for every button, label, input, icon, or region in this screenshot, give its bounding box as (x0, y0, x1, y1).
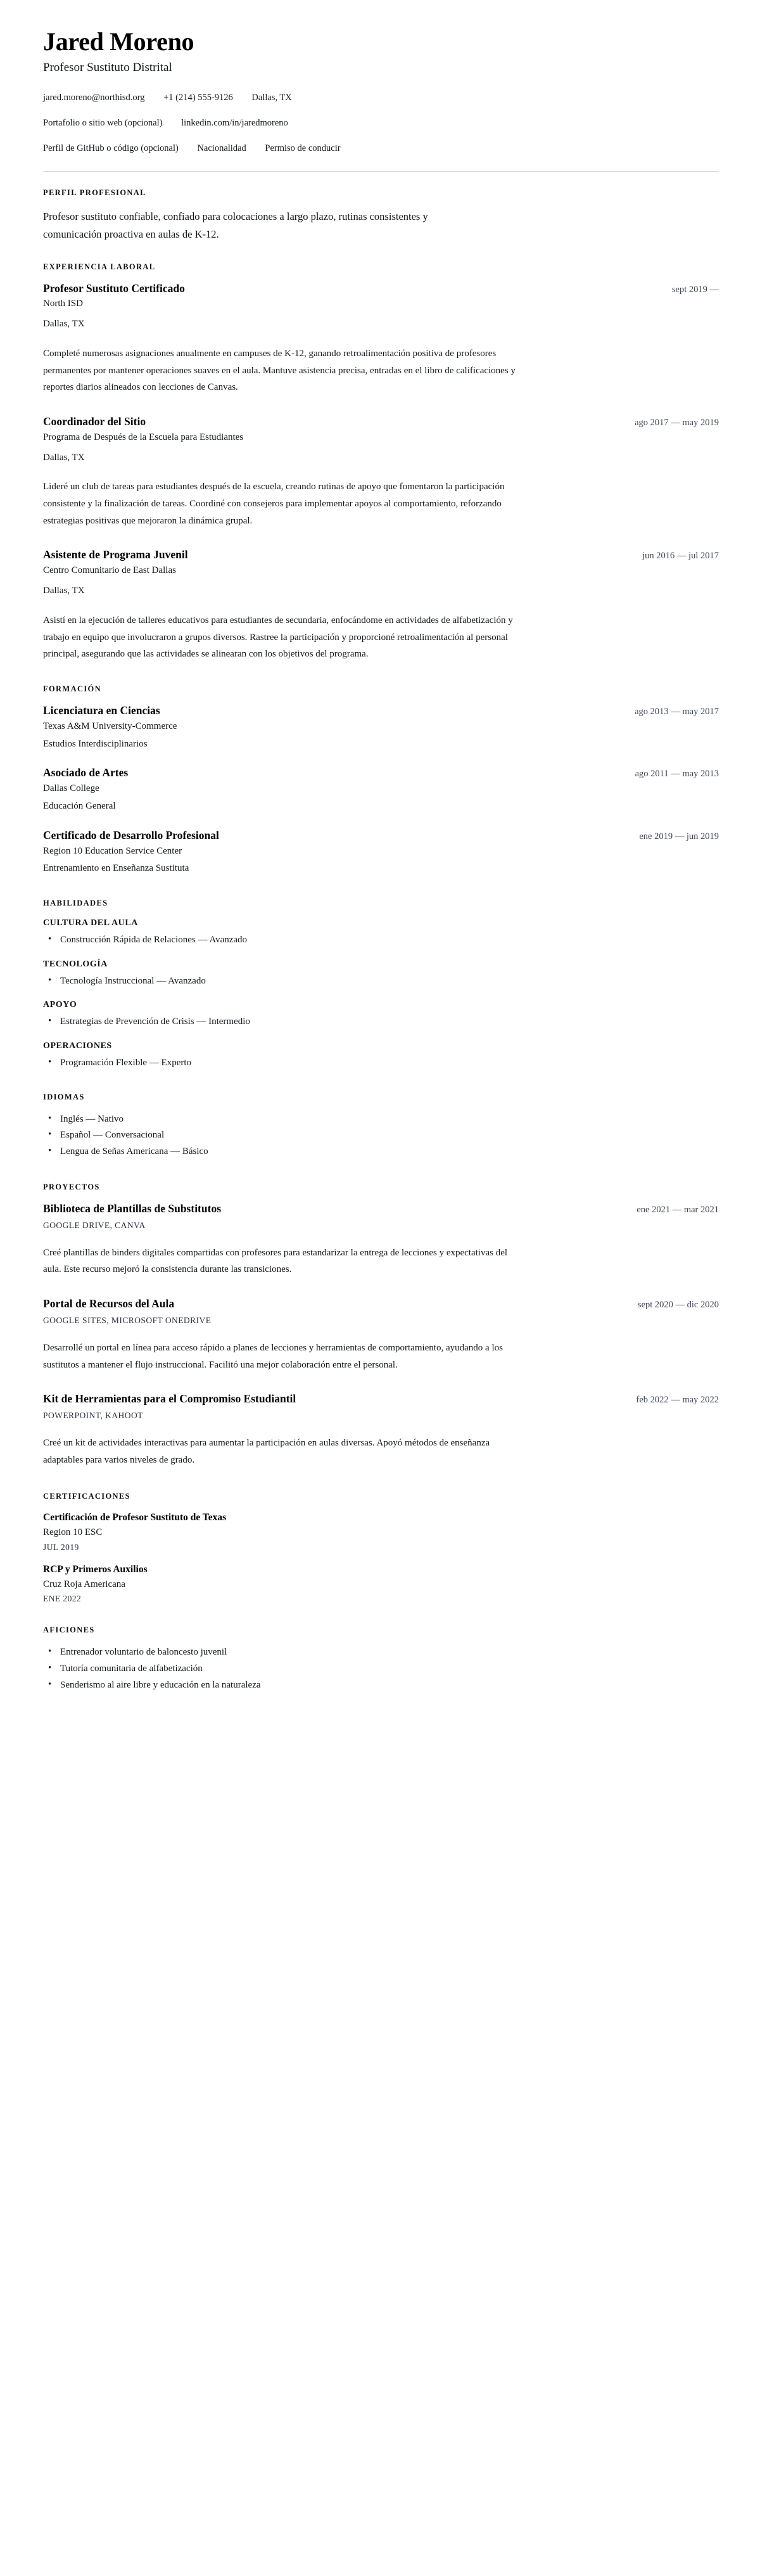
skill-item: • Tecnología Instruccional — Avanzado (43, 974, 719, 989)
section-education (43, 684, 719, 876)
project-entry-head (43, 1202, 719, 1216)
section-skills (43, 899, 719, 1071)
section-hobbies (43, 1625, 719, 1693)
certification-date: JUL 2019 (43, 1542, 79, 1552)
experience-job-title: Coordinador del Sitio (43, 415, 146, 428)
skill-item: • Estrategias de Prevención de Crisis — Intermedio (43, 1015, 719, 1030)
profile-summary-text: Profesor sustituto confiable, confiado para colocaciones a largo plazo, rutinas consistentes y comunicación proactiva en aulas de K-12. (43, 210, 428, 240)
experience-employer: Centro Comunitario de East Dallas (43, 565, 176, 576)
experience-location: Dallas, TX (43, 452, 85, 463)
contact-line-2 (43, 117, 719, 130)
section-title-hobbies: AFICIONES (43, 1625, 95, 1635)
education-degree: Asociado de Artes (43, 766, 129, 779)
education-date-range: ene 2019 — jun 2019 (639, 831, 719, 842)
certification-issuer: Cruz Roja Americana (43, 1579, 125, 1589)
experience-description: Lideré un club de tareas para estudiantes después de la escuela, creando rutinas de apoyo que fomentaron la participación consistente y la finalización de tareas. Coordiné con consejeros para implementar apoyos al comportamiento, reforzando estrategias positivas que mejoraron la dinámica grupal. (43, 482, 505, 526)
skill-group (43, 1000, 719, 1030)
skill-group (43, 959, 719, 989)
contact-linkedin[interactable]: linkedin.com/in/jaredmoreno (181, 118, 288, 129)
language-item: • Inglés — Nativo (43, 1112, 719, 1127)
skill-group (43, 918, 719, 948)
experience-date-range: sept 2019 — (671, 284, 719, 295)
section-title-languages: IDIOMAS (43, 1092, 85, 1101)
section-experience (43, 262, 719, 663)
education-entry (43, 829, 719, 876)
education-institution: Region 10 Education Service Center (43, 845, 182, 856)
skill-list (43, 974, 719, 989)
education-institution: Texas A&M University-Commerce (43, 721, 177, 731)
project-description: Desarrollé un portal en línea para acceso rápido a planes de lecciones y herramientas de comportamiento, ayudando a los sustitutos a mantener el flujo instruccional. Facilitó una mejor colaboración entre el personal. (43, 1342, 503, 1370)
section-title-projects: PROYECTOS (43, 1182, 100, 1191)
education-date-range: ago 2013 — may 2017 (635, 706, 719, 717)
contact-portfolio-placeholder[interactable]: Portafolio o sitio web (opcional) (43, 118, 163, 129)
language-item: • Español — Conversacional (43, 1128, 719, 1143)
contact-location: Dallas, TX (251, 93, 292, 103)
certification-entry (43, 1511, 719, 1553)
project-tools: GOOGLE DRIVE, CANVA (43, 1220, 146, 1230)
education-institution: Dallas College (43, 783, 99, 794)
project-date-range: sept 2020 — dic 2020 (637, 1300, 719, 1310)
contact-nationality-placeholder[interactable]: Nacionalidad (197, 143, 246, 153)
header-divider (43, 171, 719, 172)
project-title: Biblioteca de Plantillas de Substitutos (43, 1201, 222, 1215)
section-title-experience: EXPERIENCIA LABORAL (43, 262, 156, 271)
experience-entry (43, 548, 719, 662)
experience-entry-head (43, 415, 719, 429)
experience-entry (43, 415, 719, 529)
hobby-list (43, 1645, 719, 1693)
candidate-headline: Profesor Sustituto Distrital (43, 60, 172, 74)
education-entry (43, 704, 719, 751)
skill-list (43, 933, 719, 948)
section-projects (43, 1182, 719, 1469)
skill-group-title: APOYO (43, 1000, 77, 1010)
project-entry (43, 1202, 719, 1278)
project-tools: POWERPOINT, KAHOOT (43, 1411, 143, 1421)
education-date-range: ago 2011 — may 2013 (635, 769, 719, 779)
contact-line-1 (43, 92, 719, 105)
experience-job-title: Asistente de Programa Juvenil (43, 548, 188, 561)
education-degree: Certificado de Desarrollo Profesional (43, 828, 219, 842)
experience-entry-head (43, 282, 719, 296)
project-tools: GOOGLE SITES, MICROSOFT ONEDRIVE (43, 1315, 212, 1325)
education-entry-head (43, 704, 719, 718)
contact-email[interactable]: jared.moreno@northisd.org (43, 93, 145, 103)
experience-date-range: jun 2016 — jul 2017 (642, 551, 719, 561)
education-field-of-study: Entrenamiento en Enseñanza Sustituta (43, 863, 189, 874)
section-profile (43, 188, 719, 243)
hobby-item: • Senderismo al aire libre y educación en la naturaleza (43, 1678, 719, 1693)
experience-employer: Programa de Después de la Escuela para Estudiantes (43, 432, 244, 442)
resume-header (43, 28, 719, 172)
certification-name: RCP y Primeros Auxilios (43, 1563, 148, 1575)
section-title-certifications: CERTIFICACIONES (43, 1491, 130, 1501)
project-entry (43, 1392, 719, 1468)
experience-entry-head (43, 548, 719, 562)
project-date-range: feb 2022 — may 2022 (636, 1395, 719, 1406)
contact-phone[interactable]: +1 (214) 555-9126 (163, 93, 233, 103)
section-title-education: FORMACIÓN (43, 684, 102, 693)
hobby-item: • Tutoría comunitaria de alfabetización (43, 1662, 719, 1677)
skill-item: • Programación Flexible — Experto (43, 1056, 719, 1071)
project-date-range: ene 2021 — mar 2021 (636, 1204, 719, 1215)
certification-name: Certificación de Profesor Sustituto de Texas (43, 1511, 227, 1523)
section-title-skills: HABILIDADES (43, 899, 108, 908)
project-entry (43, 1297, 719, 1373)
project-description: Creé plantillas de binders digitales compartidas con profesores para estandarizar la entrega de lecciones y expectativas del aula. Este recurso mejoró la consistencia durante las transiciones. (43, 1247, 508, 1275)
certification-entry (43, 1563, 719, 1605)
contact-github-placeholder[interactable]: Perfil de GitHub o código (opcional) (43, 143, 179, 153)
project-title: Portal de Recursos del Aula (43, 1297, 175, 1310)
education-entry-head (43, 829, 719, 843)
experience-description: Completé numerosas asignaciones anualmente en campuses de K-12, ganando retroalimentación positiva de profesores permanentes por mantener operaciones suaves en el aula. Mantuve asistencia precisa, entradas en el libro de calificaciones y reportes diarios alineados con lecciones de Canvas. (43, 348, 516, 393)
contact-line-3 (43, 143, 719, 155)
education-entry (43, 766, 719, 813)
experience-description: Asistí en la ejecución de talleres educativos para estudiantes de secundaria, enfocándome en actividades de alfabetización y trabajo en equipo que involucraron a grupos diversos. Rastree la participación y proporcioné retroalimentación al personal principal, asegurando que las actividades se alinearan con los objetivos del programa. (43, 615, 513, 660)
skill-list (43, 1015, 719, 1030)
skill-group-title: CULTURA DEL AULA (43, 918, 138, 928)
skill-group-title: OPERACIONES (43, 1041, 112, 1051)
certification-date: ENE 2022 (43, 1594, 82, 1604)
section-title-profile: PERFIL PROFESIONAL (43, 188, 146, 198)
experience-location: Dallas, TX (43, 586, 85, 596)
experience-job-title: Profesor Sustituto Certificado (43, 281, 185, 295)
experience-entry (43, 282, 719, 396)
experience-date-range: ago 2017 — may 2019 (635, 418, 719, 428)
education-degree: Licenciatura en Ciencias (43, 703, 160, 717)
project-description: Creé un kit de actividades interactivas para aumentar la participación en aulas diversas. Apoyó métodos de enseñanza adaptables para varios niveles de grado. (43, 1438, 490, 1465)
experience-employer: North ISD (43, 298, 83, 309)
language-list (43, 1112, 719, 1160)
skill-group-title: TECNOLOGÍA (43, 959, 108, 969)
education-entry-head (43, 766, 719, 780)
education-field-of-study: Estudios Interdisciplinarios (43, 738, 148, 749)
section-languages (43, 1093, 719, 1160)
candidate-name: Jared Moreno (43, 27, 194, 56)
certification-issuer: Region 10 ESC (43, 1527, 103, 1537)
hobby-item: • Entrenador voluntario de baloncesto juvenil (43, 1645, 719, 1660)
project-entry-head (43, 1297, 719, 1311)
skill-list (43, 1056, 719, 1071)
project-entry-head (43, 1392, 719, 1406)
project-title: Kit de Herramientas para el Compromiso Estudiantil (43, 1392, 296, 1406)
section-certifications (43, 1492, 719, 1605)
skill-item: • Construcción Rápida de Relaciones — Avanzado (43, 933, 719, 948)
language-item: • Lengua de Señas Americana — Básico (43, 1144, 719, 1160)
skill-group (43, 1041, 719, 1071)
education-field-of-study: Educación General (43, 800, 116, 811)
contact-driving-licence-placeholder[interactable]: Permiso de conducir (265, 143, 341, 153)
experience-location: Dallas, TX (43, 319, 85, 330)
